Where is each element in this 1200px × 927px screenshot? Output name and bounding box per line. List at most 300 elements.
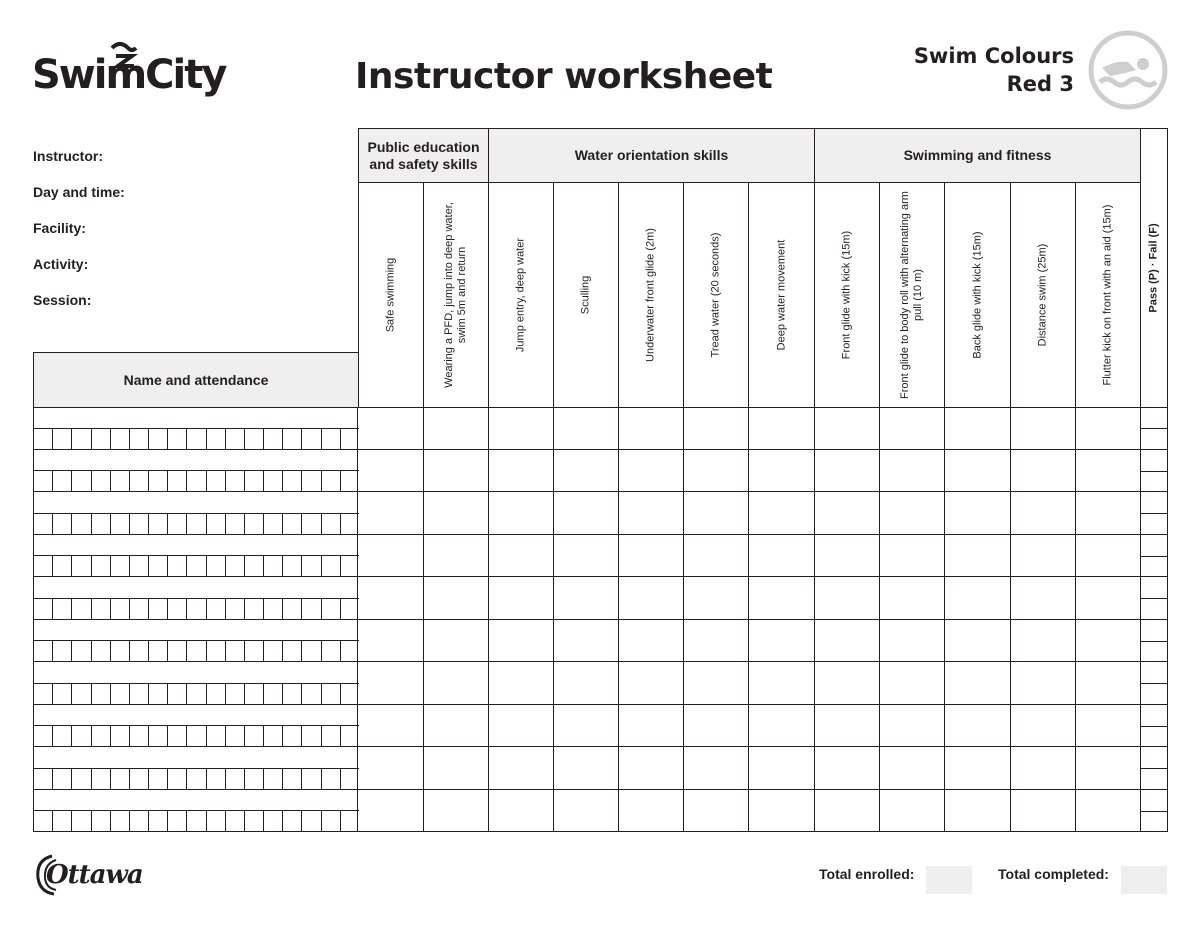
- attendance-checkbox[interactable]: [34, 641, 53, 661]
- skill-cell[interactable]: [944, 450, 1011, 493]
- attendance-checkbox[interactable]: [226, 514, 245, 534]
- skill-cell[interactable]: [553, 492, 619, 535]
- attendance-checkbox[interactable]: [92, 429, 111, 449]
- attendance-checkbox[interactable]: [53, 556, 72, 576]
- skill-cell[interactable]: [553, 577, 619, 620]
- attendance-checkbox[interactable]: [245, 599, 264, 619]
- attendance-checkbox[interactable]: [283, 726, 302, 746]
- attendance-checkbox[interactable]: [283, 684, 302, 704]
- attendance-checkbox[interactable]: [207, 599, 226, 619]
- student-name-field[interactable]: [33, 450, 358, 493]
- skill-cell[interactable]: [683, 407, 749, 450]
- attendance-checkbox[interactable]: [111, 684, 130, 704]
- attendance-checkbox[interactable]: [207, 641, 226, 661]
- skill-cell[interactable]: [814, 662, 880, 705]
- attendance-checkbox[interactable]: [72, 726, 91, 746]
- skill-cell[interactable]: [683, 450, 749, 493]
- skill-cell[interactable]: [944, 790, 1011, 833]
- attendance-checkbox[interactable]: [226, 599, 245, 619]
- attendance-checkbox[interactable]: [207, 769, 226, 789]
- skill-cell[interactable]: [1010, 620, 1076, 663]
- attendance-checkbox[interactable]: [53, 769, 72, 789]
- attendance-checkbox[interactable]: [111, 769, 130, 789]
- attendance-checkbox[interactable]: [130, 769, 149, 789]
- attendance-checkbox[interactable]: [322, 429, 341, 449]
- attendance-checkbox[interactable]: [341, 684, 359, 704]
- attendance-checkbox[interactable]: [130, 684, 149, 704]
- student-name-field[interactable]: [33, 535, 358, 578]
- skill-cell[interactable]: [1075, 662, 1141, 705]
- attendance-checkbox[interactable]: [111, 556, 130, 576]
- pass-fail-cell[interactable]: [1140, 492, 1168, 535]
- student-name-field[interactable]: [33, 407, 358, 450]
- attendance-checkbox[interactable]: [245, 556, 264, 576]
- pass-fail-cell[interactable]: [1140, 577, 1168, 620]
- attendance-checkbox[interactable]: [302, 471, 321, 491]
- attendance-checkbox[interactable]: [130, 726, 149, 746]
- skill-cell[interactable]: [358, 705, 424, 748]
- attendance-checkbox[interactable]: [92, 811, 111, 831]
- attendance-checkbox[interactable]: [302, 641, 321, 661]
- attendance-checkbox[interactable]: [341, 811, 359, 831]
- skill-cell[interactable]: [358, 577, 424, 620]
- attendance-checkbox[interactable]: [168, 684, 187, 704]
- attendance-checkbox[interactable]: [302, 684, 321, 704]
- skill-cell[interactable]: [748, 747, 815, 790]
- attendance-checkbox[interactable]: [92, 556, 111, 576]
- skill-cell[interactable]: [683, 747, 749, 790]
- attendance-checkbox[interactable]: [53, 599, 72, 619]
- attendance-checkbox[interactable]: [302, 556, 321, 576]
- attendance-checkbox[interactable]: [130, 599, 149, 619]
- skill-cell[interactable]: [553, 450, 619, 493]
- skill-cell[interactable]: [1010, 450, 1076, 493]
- skill-cell[interactable]: [618, 577, 684, 620]
- attendance-checkbox[interactable]: [283, 471, 302, 491]
- skill-cell[interactable]: [944, 705, 1011, 748]
- skill-cell[interactable]: [814, 450, 880, 493]
- attendance-checkbox[interactable]: [111, 641, 130, 661]
- skill-cell[interactable]: [488, 620, 554, 663]
- attendance-checkbox[interactable]: [187, 471, 206, 491]
- attendance-checkbox[interactable]: [283, 599, 302, 619]
- attendance-checkbox[interactable]: [34, 599, 53, 619]
- skill-cell[interactable]: [488, 535, 554, 578]
- attendance-checkbox[interactable]: [53, 514, 72, 534]
- attendance-checkbox[interactable]: [207, 684, 226, 704]
- attendance-checkbox[interactable]: [226, 769, 245, 789]
- attendance-checkbox[interactable]: [283, 769, 302, 789]
- skill-cell[interactable]: [944, 620, 1011, 663]
- attendance-checkbox[interactable]: [34, 726, 53, 746]
- skill-cell[interactable]: [879, 747, 945, 790]
- skill-cell[interactable]: [879, 407, 945, 450]
- pass-fail-cell[interactable]: [1140, 620, 1168, 663]
- pass-fail-cell[interactable]: [1140, 747, 1168, 790]
- skill-cell[interactable]: [1010, 747, 1076, 790]
- skill-cell[interactable]: [879, 450, 945, 493]
- attendance-checkbox[interactable]: [245, 769, 264, 789]
- skill-cell[interactable]: [683, 577, 749, 620]
- skill-cell[interactable]: [553, 620, 619, 663]
- skill-cell[interactable]: [944, 662, 1011, 705]
- skill-cell[interactable]: [814, 535, 880, 578]
- skill-cell[interactable]: [1075, 492, 1141, 535]
- student-name-field[interactable]: [33, 705, 358, 748]
- attendance-checkbox[interactable]: [245, 726, 264, 746]
- skill-cell[interactable]: [358, 790, 424, 833]
- attendance-checkbox[interactable]: [92, 769, 111, 789]
- skill-cell[interactable]: [553, 407, 619, 450]
- student-name-field[interactable]: [33, 492, 358, 535]
- attendance-checkbox[interactable]: [34, 769, 53, 789]
- attendance-checkbox[interactable]: [111, 429, 130, 449]
- attendance-checkbox[interactable]: [34, 471, 53, 491]
- attendance-checkbox[interactable]: [207, 556, 226, 576]
- attendance-checkbox[interactable]: [92, 641, 111, 661]
- attendance-checkbox[interactable]: [302, 429, 321, 449]
- attendance-checkbox[interactable]: [168, 471, 187, 491]
- student-name-field[interactable]: [33, 620, 358, 663]
- attendance-checkbox[interactable]: [226, 471, 245, 491]
- skill-cell[interactable]: [683, 535, 749, 578]
- attendance-checkbox[interactable]: [322, 471, 341, 491]
- attendance-checkbox[interactable]: [53, 726, 72, 746]
- attendance-checkbox[interactable]: [149, 726, 168, 746]
- skill-cell[interactable]: [423, 450, 489, 493]
- skill-cell[interactable]: [423, 747, 489, 790]
- skill-cell[interactable]: [488, 662, 554, 705]
- attendance-checkbox[interactable]: [245, 811, 264, 831]
- attendance-checkbox[interactable]: [168, 429, 187, 449]
- skill-cell[interactable]: [748, 492, 815, 535]
- total-enrolled-field[interactable]: [926, 866, 972, 894]
- skill-cell[interactable]: [423, 535, 489, 578]
- skill-cell[interactable]: [618, 492, 684, 535]
- attendance-checkbox[interactable]: [264, 429, 283, 449]
- skill-cell[interactable]: [618, 620, 684, 663]
- attendance-checkbox[interactable]: [92, 599, 111, 619]
- skill-cell[interactable]: [683, 620, 749, 663]
- skill-cell[interactable]: [488, 407, 554, 450]
- attendance-checkbox[interactable]: [187, 599, 206, 619]
- skill-cell[interactable]: [553, 790, 619, 833]
- skill-cell[interactable]: [1075, 705, 1141, 748]
- skill-cell[interactable]: [1075, 620, 1141, 663]
- attendance-checkbox[interactable]: [187, 769, 206, 789]
- skill-cell[interactable]: [1010, 662, 1076, 705]
- attendance-checkbox[interactable]: [187, 514, 206, 534]
- attendance-checkbox[interactable]: [72, 599, 91, 619]
- skill-cell[interactable]: [358, 450, 424, 493]
- attendance-checkbox[interactable]: [302, 599, 321, 619]
- attendance-checkbox[interactable]: [34, 556, 53, 576]
- attendance-checkbox[interactable]: [226, 726, 245, 746]
- attendance-checkbox[interactable]: [322, 556, 341, 576]
- attendance-checkbox[interactable]: [149, 641, 168, 661]
- student-name-field[interactable]: [33, 747, 358, 790]
- skill-cell[interactable]: [944, 535, 1011, 578]
- attendance-checkbox[interactable]: [149, 471, 168, 491]
- attendance-checkbox[interactable]: [245, 641, 264, 661]
- skill-cell[interactable]: [488, 492, 554, 535]
- attendance-checkbox[interactable]: [168, 599, 187, 619]
- attendance-checkbox[interactable]: [245, 684, 264, 704]
- attendance-checkbox[interactable]: [207, 471, 226, 491]
- pass-fail-cell[interactable]: [1140, 790, 1168, 833]
- skill-cell[interactable]: [618, 535, 684, 578]
- attendance-checkbox[interactable]: [341, 726, 359, 746]
- attendance-checkbox[interactable]: [168, 556, 187, 576]
- attendance-checkbox[interactable]: [322, 641, 341, 661]
- skill-cell[interactable]: [358, 492, 424, 535]
- attendance-checkbox[interactable]: [111, 811, 130, 831]
- attendance-checkbox[interactable]: [264, 641, 283, 661]
- attendance-checkbox[interactable]: [341, 556, 359, 576]
- attendance-checkbox[interactable]: [53, 471, 72, 491]
- attendance-checkbox[interactable]: [130, 641, 149, 661]
- skill-cell[interactable]: [748, 535, 815, 578]
- attendance-checkbox[interactable]: [130, 514, 149, 534]
- skill-cell[interactable]: [618, 407, 684, 450]
- skill-cell[interactable]: [683, 790, 749, 833]
- skill-cell[interactable]: [1010, 407, 1076, 450]
- skill-cell[interactable]: [683, 662, 749, 705]
- attendance-checkbox[interactable]: [341, 471, 359, 491]
- skill-cell[interactable]: [618, 450, 684, 493]
- skill-cell[interactable]: [1010, 577, 1076, 620]
- attendance-checkbox[interactable]: [302, 726, 321, 746]
- attendance-checkbox[interactable]: [92, 514, 111, 534]
- skill-cell[interactable]: [618, 705, 684, 748]
- attendance-checkbox[interactable]: [130, 429, 149, 449]
- skill-cell[interactable]: [423, 790, 489, 833]
- attendance-checkbox[interactable]: [187, 556, 206, 576]
- attendance-checkbox[interactable]: [264, 769, 283, 789]
- skill-cell[interactable]: [944, 492, 1011, 535]
- skill-cell[interactable]: [553, 747, 619, 790]
- pass-fail-cell[interactable]: [1140, 450, 1168, 493]
- attendance-checkbox[interactable]: [264, 599, 283, 619]
- attendance-checkbox[interactable]: [264, 684, 283, 704]
- attendance-checkbox[interactable]: [187, 429, 206, 449]
- skill-cell[interactable]: [358, 662, 424, 705]
- attendance-checkbox[interactable]: [207, 514, 226, 534]
- skill-cell[interactable]: [553, 535, 619, 578]
- attendance-checkbox[interactable]: [72, 684, 91, 704]
- attendance-checkbox[interactable]: [168, 514, 187, 534]
- attendance-checkbox[interactable]: [226, 811, 245, 831]
- attendance-checkbox[interactable]: [168, 811, 187, 831]
- attendance-checkbox[interactable]: [187, 641, 206, 661]
- attendance-checkbox[interactable]: [264, 811, 283, 831]
- skill-cell[interactable]: [814, 492, 880, 535]
- skill-cell[interactable]: [1075, 747, 1141, 790]
- skill-cell[interactable]: [553, 705, 619, 748]
- attendance-checkbox[interactable]: [245, 514, 264, 534]
- skill-cell[interactable]: [423, 407, 489, 450]
- attendance-checkbox[interactable]: [322, 514, 341, 534]
- skill-cell[interactable]: [358, 620, 424, 663]
- attendance-checkbox[interactable]: [245, 471, 264, 491]
- attendance-checkbox[interactable]: [72, 556, 91, 576]
- skill-cell[interactable]: [814, 705, 880, 748]
- skill-cell[interactable]: [423, 620, 489, 663]
- attendance-checkbox[interactable]: [149, 429, 168, 449]
- attendance-checkbox[interactable]: [130, 471, 149, 491]
- attendance-checkbox[interactable]: [72, 471, 91, 491]
- skill-cell[interactable]: [683, 705, 749, 748]
- skill-cell[interactable]: [879, 620, 945, 663]
- attendance-checkbox[interactable]: [130, 556, 149, 576]
- skill-cell[interactable]: [1075, 450, 1141, 493]
- attendance-checkbox[interactable]: [226, 556, 245, 576]
- attendance-checkbox[interactable]: [111, 514, 130, 534]
- attendance-checkbox[interactable]: [149, 514, 168, 534]
- skill-cell[interactable]: [748, 790, 815, 833]
- attendance-checkbox[interactable]: [322, 769, 341, 789]
- attendance-checkbox[interactable]: [111, 599, 130, 619]
- attendance-checkbox[interactable]: [149, 556, 168, 576]
- attendance-checkbox[interactable]: [168, 769, 187, 789]
- attendance-checkbox[interactable]: [283, 556, 302, 576]
- student-name-field[interactable]: [33, 790, 358, 833]
- attendance-checkbox[interactable]: [92, 726, 111, 746]
- attendance-checkbox[interactable]: [53, 684, 72, 704]
- skill-cell[interactable]: [423, 662, 489, 705]
- attendance-checkbox[interactable]: [341, 641, 359, 661]
- skill-cell[interactable]: [748, 450, 815, 493]
- pass-fail-cell[interactable]: [1140, 407, 1168, 450]
- attendance-checkbox[interactable]: [149, 684, 168, 704]
- attendance-checkbox[interactable]: [322, 599, 341, 619]
- skill-cell[interactable]: [814, 620, 880, 663]
- skill-cell[interactable]: [488, 790, 554, 833]
- skill-cell[interactable]: [618, 662, 684, 705]
- attendance-checkbox[interactable]: [168, 641, 187, 661]
- skill-cell[interactable]: [488, 450, 554, 493]
- attendance-checkbox[interactable]: [226, 684, 245, 704]
- attendance-checkbox[interactable]: [283, 641, 302, 661]
- skill-cell[interactable]: [1010, 535, 1076, 578]
- skill-cell[interactable]: [488, 705, 554, 748]
- attendance-checkbox[interactable]: [207, 429, 226, 449]
- skill-cell[interactable]: [814, 790, 880, 833]
- skill-cell[interactable]: [879, 577, 945, 620]
- attendance-checkbox[interactable]: [264, 514, 283, 534]
- attendance-checkbox[interactable]: [72, 641, 91, 661]
- skill-cell[interactable]: [423, 577, 489, 620]
- skill-cell[interactable]: [1075, 535, 1141, 578]
- attendance-checkbox[interactable]: [111, 726, 130, 746]
- skill-cell[interactable]: [879, 492, 945, 535]
- attendance-checkbox[interactable]: [322, 726, 341, 746]
- attendance-checkbox[interactable]: [226, 641, 245, 661]
- skill-cell[interactable]: [1010, 790, 1076, 833]
- attendance-checkbox[interactable]: [187, 684, 206, 704]
- skill-cell[interactable]: [358, 747, 424, 790]
- attendance-checkbox[interactable]: [341, 429, 359, 449]
- skill-cell[interactable]: [618, 790, 684, 833]
- attendance-checkbox[interactable]: [302, 514, 321, 534]
- attendance-checkbox[interactable]: [34, 811, 53, 831]
- attendance-checkbox[interactable]: [283, 514, 302, 534]
- attendance-checkbox[interactable]: [245, 429, 264, 449]
- skill-cell[interactable]: [1075, 577, 1141, 620]
- total-completed-field[interactable]: [1121, 866, 1167, 894]
- pass-fail-cell[interactable]: [1140, 662, 1168, 705]
- attendance-checkbox[interactable]: [92, 471, 111, 491]
- attendance-checkbox[interactable]: [322, 811, 341, 831]
- attendance-checkbox[interactable]: [341, 599, 359, 619]
- skill-cell[interactable]: [358, 535, 424, 578]
- skill-cell[interactable]: [1010, 705, 1076, 748]
- attendance-checkbox[interactable]: [34, 429, 53, 449]
- attendance-checkbox[interactable]: [283, 429, 302, 449]
- attendance-checkbox[interactable]: [302, 769, 321, 789]
- attendance-checkbox[interactable]: [130, 811, 149, 831]
- skill-cell[interactable]: [879, 662, 945, 705]
- pass-fail-cell[interactable]: [1140, 535, 1168, 578]
- skill-cell[interactable]: [748, 662, 815, 705]
- skill-cell[interactable]: [488, 577, 554, 620]
- pass-fail-cell[interactable]: [1140, 705, 1168, 748]
- skill-cell[interactable]: [879, 790, 945, 833]
- skill-cell[interactable]: [748, 577, 815, 620]
- attendance-checkbox[interactable]: [207, 726, 226, 746]
- skill-cell[interactable]: [423, 705, 489, 748]
- attendance-checkbox[interactable]: [53, 811, 72, 831]
- attendance-checkbox[interactable]: [53, 641, 72, 661]
- attendance-checkbox[interactable]: [302, 811, 321, 831]
- skill-cell[interactable]: [944, 747, 1011, 790]
- skill-cell[interactable]: [944, 577, 1011, 620]
- attendance-checkbox[interactable]: [72, 811, 91, 831]
- attendance-checkbox[interactable]: [187, 811, 206, 831]
- skill-cell[interactable]: [748, 407, 815, 450]
- attendance-checkbox[interactable]: [187, 726, 206, 746]
- student-name-field[interactable]: [33, 577, 358, 620]
- skill-cell[interactable]: [1075, 790, 1141, 833]
- skill-cell[interactable]: [358, 407, 424, 450]
- attendance-checkbox[interactable]: [149, 769, 168, 789]
- skill-cell[interactable]: [748, 705, 815, 748]
- attendance-checkbox[interactable]: [72, 769, 91, 789]
- attendance-checkbox[interactable]: [264, 556, 283, 576]
- attendance-checkbox[interactable]: [226, 429, 245, 449]
- attendance-checkbox[interactable]: [72, 514, 91, 534]
- attendance-checkbox[interactable]: [341, 769, 359, 789]
- skill-cell[interactable]: [683, 492, 749, 535]
- skill-cell[interactable]: [879, 535, 945, 578]
- attendance-checkbox[interactable]: [341, 514, 359, 534]
- attendance-checkbox[interactable]: [207, 811, 226, 831]
- attendance-checkbox[interactable]: [111, 471, 130, 491]
- attendance-checkbox[interactable]: [34, 684, 53, 704]
- attendance-checkbox[interactable]: [92, 684, 111, 704]
- attendance-checkbox[interactable]: [168, 726, 187, 746]
- skill-cell[interactable]: [553, 662, 619, 705]
- attendance-checkbox[interactable]: [34, 514, 53, 534]
- skill-cell[interactable]: [814, 747, 880, 790]
- attendance-checkbox[interactable]: [322, 684, 341, 704]
- attendance-checkbox[interactable]: [72, 429, 91, 449]
- attendance-checkbox[interactable]: [149, 811, 168, 831]
- skill-cell[interactable]: [814, 407, 880, 450]
- skill-cell[interactable]: [618, 747, 684, 790]
- skill-cell[interactable]: [748, 620, 815, 663]
- skill-cell[interactable]: [1075, 407, 1141, 450]
